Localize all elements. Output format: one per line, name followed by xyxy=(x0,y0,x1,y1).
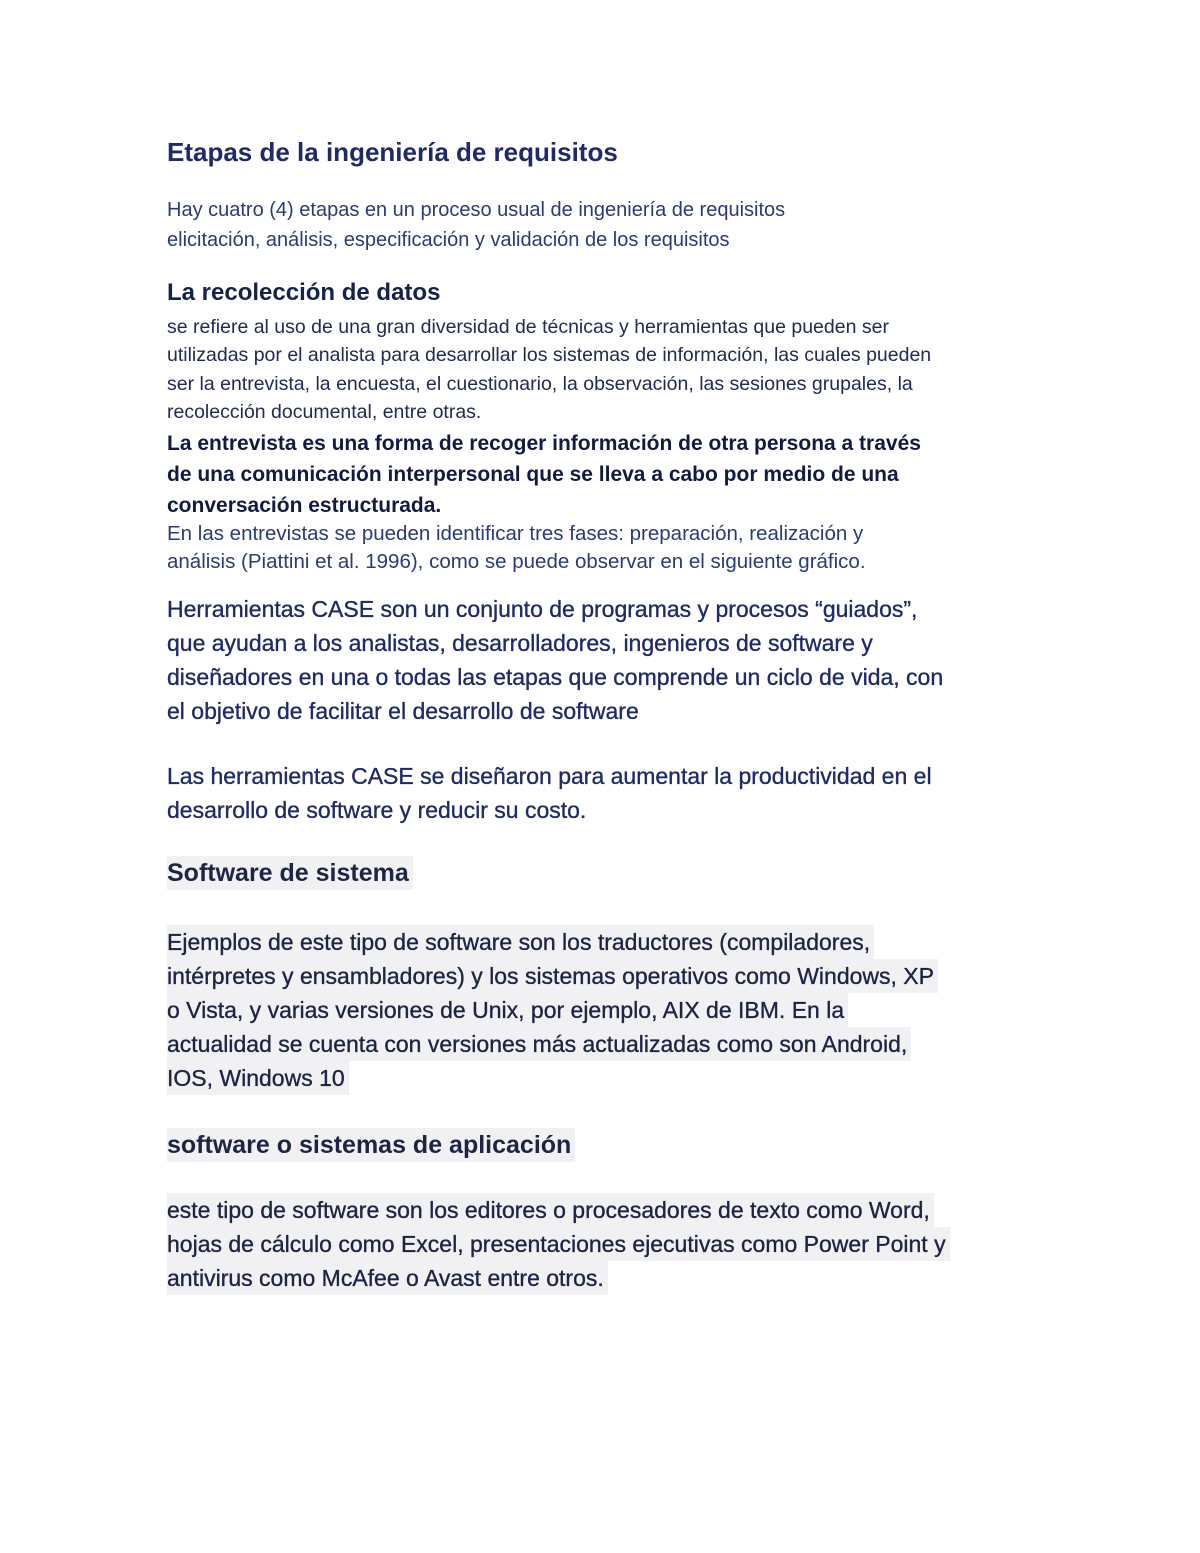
sistema-heading xyxy=(167,856,413,890)
sistema-line: o Vista, y varias versiones de Unix, por ejemplo, AIX de IBM. En la xyxy=(167,993,848,1027)
case-line: diseñadores en una o todas las etapas que comprende un ciclo de vida, con xyxy=(167,664,944,690)
intro-paragraph xyxy=(167,195,785,255)
case-line: Herramientas CASE son un conjunto de programas y procesos “guiados”, xyxy=(167,596,918,622)
recoleccion-heading: La recolección de datos xyxy=(167,279,441,306)
case-paragraph-2 xyxy=(167,759,932,827)
recoleccion-line: ser la entrevista, la encuesta, el cuestionario, la observación, las sesiones grupales, la xyxy=(167,372,913,395)
aplicacion-line: este tipo de software son los editores o procesadores de texto como Word, xyxy=(167,1193,934,1227)
sistema-line: IOS, Windows 10 xyxy=(167,1061,349,1095)
case-paragraph-1 xyxy=(167,592,943,728)
aplicacion-heading-text: software o sistemas de aplicación xyxy=(167,1128,575,1162)
case-line: que ayudan a los analistas, desarrolladores, ingenieros de software y xyxy=(167,630,873,656)
case-line: Las herramientas CASE se diseñaron para aumentar la productividad en el xyxy=(167,763,932,789)
document-title: Etapas de la ingeniería de requisitos xyxy=(167,137,618,167)
fases-paragraph xyxy=(167,520,866,576)
sistema-line: actualidad se cuenta con versiones más actualizadas como son Android, xyxy=(167,1027,911,1061)
entrevista-line: La entrevista es una forma de recoger información de otra persona a través xyxy=(167,432,921,455)
entrevista-line: de una comunicación interpersonal que se lleva a cabo por medio de una xyxy=(167,463,899,486)
recoleccion-paragraph xyxy=(167,313,931,426)
intro-line: elicitación, análisis, especificación y validación de los requisitos xyxy=(167,229,730,251)
entrevista-definition xyxy=(167,428,921,521)
recoleccion-line: recolección documental, entre otras. xyxy=(167,400,482,423)
aplicacion-heading xyxy=(167,1128,575,1162)
intro-line: Hay cuatro (4) etapas en un proceso usual de ingeniería de requisitos xyxy=(167,199,786,221)
aplicacion-line: hojas de cálculo como Excel, presentaciones ejecutivas como Power Point y xyxy=(167,1227,950,1261)
sistema-line: intérpretes y ensambladores) y los sistemas operativos como Windows, XP xyxy=(167,959,938,993)
fases-line: análisis (Piattini et al. 1996), como se puede observar en el siguiente gráfico. xyxy=(167,550,866,573)
case-line: el objetivo de facilitar el desarrollo de software xyxy=(167,698,639,724)
recoleccion-line: utilizadas por el analista para desarrollar los sistemas de información, las cuales pueden xyxy=(167,344,932,367)
aplicacion-line: antivirus como McAfee o Avast entre otros. xyxy=(167,1261,608,1295)
entrevista-line: conversación estructurada. xyxy=(167,494,442,517)
sistema-paragraph xyxy=(167,925,938,1095)
sistema-line: Ejemplos de este tipo de software son los traductores (compiladores, xyxy=(167,925,874,959)
case-line: desarrollo de software y reducir su costo. xyxy=(167,797,587,823)
aplicacion-paragraph xyxy=(167,1193,950,1295)
recoleccion-line: se refiere al uso de una gran diversidad de técnicas y herramientas que pueden ser xyxy=(167,316,889,338)
fases-line: En las entrevistas se pueden identificar tres fases: preparación, realización y xyxy=(167,522,864,545)
sistema-heading-text: Software de sistema xyxy=(167,856,413,890)
